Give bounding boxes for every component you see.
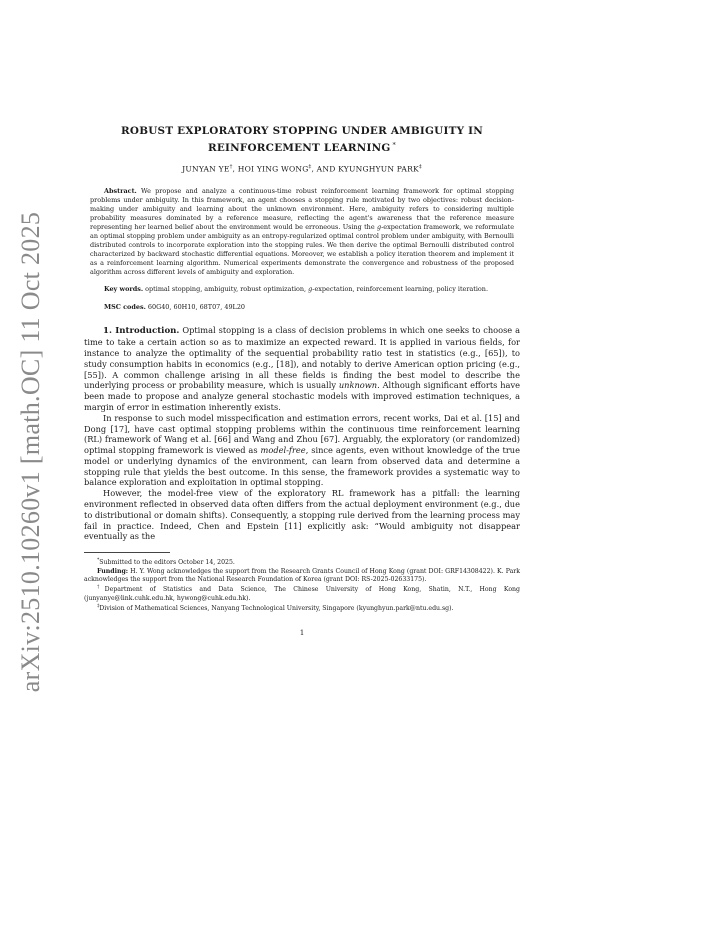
msc-text: 60G40, 60H10, 68T07, 49L20	[147, 303, 246, 312]
footnote-submitted-text: Submitted to the editors October 14, 2025.	[99, 559, 235, 567]
funding-text: H. Y. Wong acknowledges the support from the Research Grants Council of Hong Kong (grant DOI: GRF14308422). K. Park acknowledges the support from the National Research Foundation of Korea (grant DOI: RS-2025-02633175).	[84, 567, 520, 583]
footnote-submitted-mark: *	[97, 558, 100, 564]
affiliation-2-mark: ‡	[97, 604, 100, 610]
footnote-affiliation-2	[84, 603, 520, 613]
keywords	[84, 285, 520, 294]
abstract-text-2: -expectation framework, we reformulate an optimal stopping problem under ambiguity as an entropy-regularized optimal control problem under ambiguity, with Bernoulli distributed controls to incorporate exploration into the stopping rules. We then derive the optimal Bernoulli distributed control characterized by backward stochastic differential equations. Moreover, we establish a policy iteration theorem and implement it as a reinforcement learning algorithm. Numerical experiments demonstrate the convergence and robustness of the proposed algorithm across different levels of ambiguity and exploration.	[90, 222, 515, 277]
footnote-funding	[84, 568, 520, 585]
author-1-mark: †	[229, 164, 233, 170]
affiliation-2-text: Division of Mathematical Sciences, Nanyang Technological University, Singapore (kyunghyun.park@ntu.edu.sg).	[99, 605, 454, 613]
author-2-mark: ‡	[308, 164, 312, 170]
abstract-text-1: We propose and analyze a continuous-time robust reinforcement learning framework for optimal stopping problems under ambiguity. In this framework, an agent chooses a stopping rule motivated by two objectives: robust decision-making under ambiguity and learning about the unknown environment. Here, ambiguity refers to considering multiple probability measures dominated by a reference measure, reflecting the agent's awareness that the reference measure representing her learned belief about the environment would be erroneous. Using the	[90, 186, 515, 231]
author-list	[84, 164, 520, 174]
arxiv-identifier-stamp	[8, 211, 54, 692]
footnote-submitted	[84, 557, 520, 567]
paper-first-page	[84, 124, 520, 637]
intro-p2-emphasis: model-free	[260, 445, 306, 456]
intro-p1-emphasis: unknown	[338, 380, 378, 391]
introduction-section	[84, 325, 520, 542]
intro-p2-text-a: In response to such model misspecification and estimation errors, recent works, Dai et al. [15] and Dong [17], have cast optimal stopping problems within the continuous time reinforcement learning (RL) framework of Wang et al. [66] and Wang and Zhou [67]. Arguably, the exploratory (or randomized) optimal stopping framework is viewed as	[84, 412, 520, 456]
keywords-g-symbol: g	[308, 285, 313, 294]
footnote-rule	[84, 552, 170, 553]
abstract	[84, 187, 520, 278]
intro-paragraph-2	[84, 413, 520, 488]
msc-codes	[84, 303, 520, 312]
title-footnote-mark: *	[392, 141, 397, 149]
author-3-mark: ‡	[418, 164, 422, 170]
abstract-g-symbol: g	[376, 222, 382, 231]
title-line-2	[84, 138, 520, 155]
page-number: 1	[299, 627, 305, 637]
affiliation-1-mark: †	[97, 585, 105, 591]
author-2: , HOI YING WONG	[232, 164, 309, 174]
abstract-label: Abstract.	[104, 186, 137, 195]
footnote-affiliation-1	[84, 584, 520, 603]
author-3: , AND KYUNGHYUN PARK	[311, 164, 419, 174]
intro-p2-text-b: , since agents, even without knowledge of the true model or underlying dynamics of the environment, can learn from observed data and determine a stopping rule that yields the best outcome. In this sense, the framework provides a systematic way to balance exploration and exploitation in optimal stopping.	[84, 445, 520, 488]
keywords-label: Key words.	[104, 285, 144, 294]
title-line-2-text: REINFORCEMENT LEARNING	[207, 142, 391, 154]
funding-label: Funding:	[97, 567, 129, 575]
affiliation-1-text: Department of Statistics and Data Science, The Chinese University of Hong Kong, Shatin, N.T., Hong Kong (junyanye@link.cuhk.edu.hk, hywong@cuhk.edu.hk).	[84, 586, 521, 602]
author-1: JUNYAN YE	[182, 164, 230, 174]
section-heading: 1. Introduction.	[103, 326, 180, 337]
intro-p1-text-b: . Although significant efforts have been made to propose and analyze general stochastic models with improved estimation techniques, a margin of error in estimation inherently exists.	[84, 380, 520, 412]
intro-paragraph-3: However, the model-free view of the exploratory RL framework has a pitfall: the learning environment reflected in observed data often differs from the actual deployment environment (e.g., due to distributional or domain shifts). Consequently, a stopping rule derived from the learning process may fail in practice. Indeed, Chen and Epstein [11] explicitly ask: “Would ambiguity not disappear eventually as the	[84, 488, 520, 542]
keywords-text-2: -expectation, reinforcement learning, policy iteration.	[312, 285, 488, 294]
title-line-1: ROBUST EXPLORATORY STOPPING UNDER AMBIGUITY IN	[121, 125, 483, 137]
intro-p1-text-a: Optimal stopping is a class of decision problems in which one seeks to choose a time to take a certain action so as to maximize an expected reward. It is applied in various fields, for instance to analyze the optimality of the sequential probability ratio test in statistics (e.g., [65]), to study consumption habits in economics (e.g., [18]), and notably to derive American option pricing (e.g., [55]). A common challenge arising in all these fields is finding the best model to describe the underlying process or probability measure, which is usually	[84, 325, 520, 391]
intro-paragraph-1	[84, 325, 520, 412]
paper-title	[84, 124, 520, 155]
arxiv-identifier-text: arXiv:2510.10260v1 [math.OC] 11 Oct 2025	[16, 211, 46, 692]
msc-label: MSC codes.	[104, 303, 146, 312]
footnotes	[84, 552, 520, 614]
keywords-text-1: optimal stopping, ambiguity, robust optimization,	[145, 285, 309, 294]
